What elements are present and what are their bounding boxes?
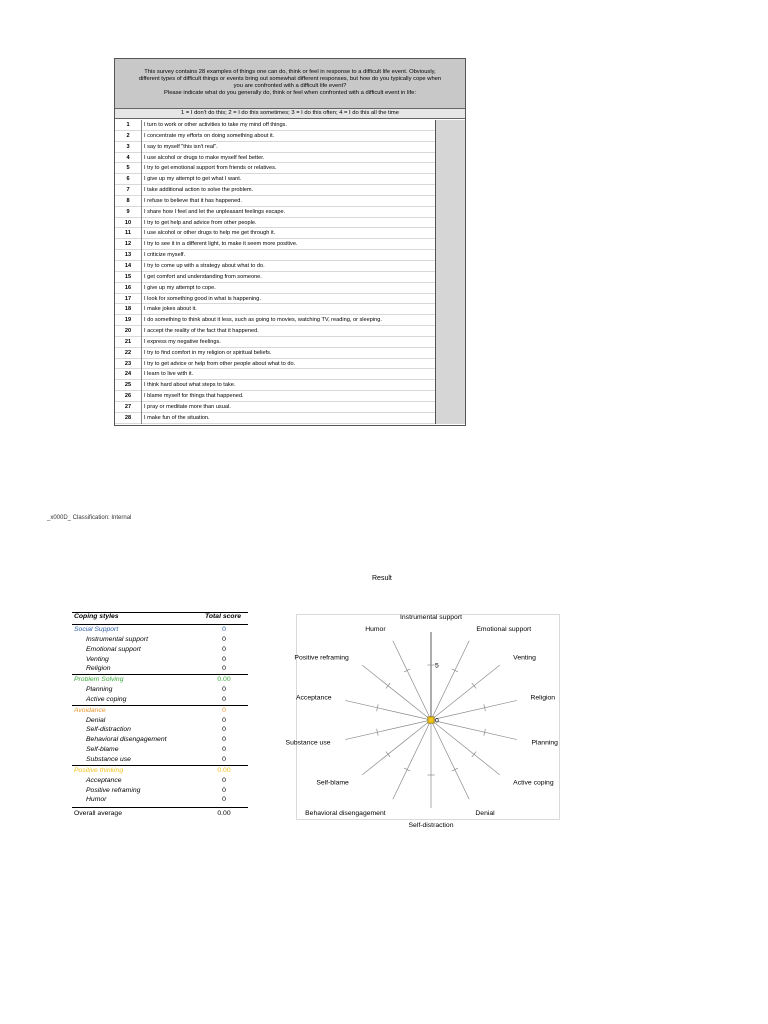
item-text: I pray or meditate more than usual.	[144, 403, 231, 410]
radar-chart-svg	[285, 614, 561, 829]
item-response-input[interactable]	[435, 131, 465, 142]
radar-axis-line	[393, 720, 431, 799]
coping-style-score: 0	[222, 695, 226, 703]
item-number: 22	[115, 348, 142, 359]
item-text: I accept the reality of the fact that it happened.	[144, 328, 259, 335]
item-number: 1	[115, 120, 142, 131]
intro-line: This survey contains 28 examples of things one can do, think or feel in response to a difficult life event. Obviously,	[144, 69, 436, 75]
item-number: 21	[115, 337, 142, 348]
coping-style-name: Self-blame	[86, 746, 119, 754]
item-text: I take additional action to solve the problem.	[144, 187, 254, 194]
survey-item-row	[115, 153, 465, 164]
item-number: 7	[115, 185, 142, 196]
item-number: 2	[115, 131, 142, 142]
item-number: 18	[115, 304, 142, 315]
coping-style-score: 0.00	[217, 676, 231, 684]
coping-style-name: Problem Solving	[74, 676, 124, 684]
coping-style-name: Venting	[86, 655, 109, 663]
item-number: 23	[115, 359, 142, 370]
survey-item-row	[115, 402, 465, 413]
coping-style-score: 0	[222, 716, 226, 724]
item-number: 25	[115, 380, 142, 391]
item-number: 17	[115, 294, 142, 305]
item-text: I criticize myself.	[144, 252, 186, 259]
survey-item-row	[115, 239, 465, 250]
survey-item-row	[115, 283, 465, 294]
survey-item-row	[115, 120, 465, 131]
subscale-row	[72, 786, 248, 796]
item-number: 9	[115, 207, 142, 218]
item-response-input[interactable]	[435, 283, 465, 294]
radar-gridline-tick	[386, 752, 390, 757]
header-coping-styles: Coping styles	[74, 613, 119, 620]
item-text: I try to see it in a different light, to make it seem more positive.	[144, 241, 298, 248]
radar-category-label: Emotional support	[476, 625, 532, 633]
item-text: I try to find comfort in my religion or spiritual beliefs.	[144, 349, 272, 356]
category-row	[72, 765, 248, 776]
survey-item-row	[115, 185, 465, 196]
radar-axis-line	[362, 665, 431, 720]
subscale-row	[72, 645, 248, 655]
survey-item-row	[115, 131, 465, 142]
coping-style-name: Social Support	[74, 626, 119, 633]
survey-item-row	[115, 369, 465, 380]
item-text: I try to get emotional support from friends or relatives.	[144, 165, 277, 172]
radar-category-label: Venting	[513, 654, 536, 662]
radar-category-label: Humor	[365, 625, 386, 633]
item-number: 3	[115, 142, 142, 153]
intro-line: Please indicate what do you generally do, think or feel when confronted with a difficult event in life:	[164, 89, 416, 96]
radar-gridline-tick	[404, 768, 410, 771]
overall-average-value: 0.00	[217, 810, 231, 818]
survey-item-row	[115, 315, 465, 326]
coping-style-name: Denial	[86, 716, 106, 724]
subscale-row	[72, 745, 248, 755]
item-text: I concentrate my efforts on doing something about it.	[144, 132, 275, 139]
subscale-row	[72, 735, 248, 745]
coping-style-score: 0	[222, 645, 226, 653]
radar-category-label: Denial	[475, 810, 495, 818]
item-number: 12	[115, 239, 142, 250]
survey-item-row	[115, 196, 465, 207]
item-response-input[interactable]	[435, 120, 465, 131]
item-number: 26	[115, 391, 142, 402]
survey-items	[115, 120, 465, 424]
radar-category-label: Active coping	[513, 779, 554, 787]
item-text: I try to get help and advice from other people.	[144, 219, 257, 226]
radar-axis-line	[345, 700, 431, 720]
item-text: I give up my attempt to cope.	[144, 284, 216, 291]
coping-style-score: 0	[222, 686, 226, 694]
coping-style-name: Planning	[86, 686, 113, 694]
category-row	[72, 625, 248, 635]
radar-category-label: Substance use	[285, 739, 331, 747]
item-text: I make fun of the situation.	[144, 414, 210, 421]
score-table-header	[72, 612, 248, 625]
item-response-input[interactable]	[435, 250, 465, 261]
subscale-row	[72, 795, 248, 805]
item-response-input[interactable]	[435, 402, 465, 413]
item-text: I learn to live with it.	[144, 371, 194, 378]
item-response-input[interactable]	[435, 272, 465, 283]
coping-style-name: Behavioral disengagement	[86, 736, 167, 744]
radar-category-label: Positive reframing	[294, 654, 349, 662]
radar-gridline-tick	[472, 752, 476, 757]
item-response-input[interactable]	[435, 294, 465, 305]
radar-tick-label: 5	[435, 662, 439, 670]
item-number: 20	[115, 326, 142, 337]
survey-item-row	[115, 337, 465, 348]
coping-style-score: 0	[222, 755, 226, 763]
intro-line: different types of difficult things or events bring out somewhat different responses, but how do you typically cope when	[138, 75, 442, 82]
item-response-input[interactable]	[435, 239, 465, 250]
coping-style-name: Self-distraction	[86, 726, 131, 734]
subscale-row	[72, 776, 248, 786]
item-text: I get comfort and understanding from someone.	[144, 273, 262, 280]
item-response-input[interactable]	[435, 337, 465, 348]
radar-gridline-tick	[404, 669, 410, 672]
item-number: 5	[115, 163, 142, 174]
overall-average-label: Overall average	[74, 810, 122, 818]
subscale-row	[72, 685, 248, 695]
subscale-row	[72, 716, 248, 726]
coping-style-score: 0.00	[217, 766, 231, 774]
radar-gridline-tick	[452, 768, 458, 771]
coping-style-name: Religion	[86, 665, 111, 673]
survey-item-row	[115, 207, 465, 218]
survey-item-row	[115, 174, 465, 185]
score-rows	[72, 625, 248, 805]
item-text: I share how I feel and let the unpleasant feelings escape.	[144, 208, 286, 215]
item-text: I think hard about what steps to take.	[144, 382, 236, 389]
radar-gridline-tick	[452, 669, 458, 672]
item-response-input[interactable]	[435, 391, 465, 402]
survey-item-row	[115, 272, 465, 283]
item-response-input[interactable]	[435, 207, 465, 218]
survey-item-row	[115, 142, 465, 153]
item-response-input[interactable]	[435, 359, 465, 370]
survey-item-row	[115, 261, 465, 272]
survey-intro	[115, 59, 465, 109]
result-title: Result	[372, 575, 392, 582]
coping-style-score: 0	[222, 626, 226, 633]
radar-axis-line	[431, 700, 517, 720]
item-response-input[interactable]	[435, 185, 465, 196]
item-text: I turn to work or other activities to take my mind off things.	[144, 122, 287, 128]
item-text: I express my negative feelings.	[144, 338, 221, 345]
item-text: I do something to think about it less, such as going to movies, watching TV, reading, or sleeping.	[144, 317, 382, 324]
radar-axis-line	[431, 717, 517, 740]
radar-axis-line	[431, 717, 469, 799]
survey-item-row	[115, 391, 465, 402]
item-number: 11	[115, 228, 142, 239]
survey-item-row	[115, 163, 465, 174]
coping-style-score: 0	[222, 786, 226, 794]
item-text: I try to come up with a strategy about what to do.	[144, 262, 265, 269]
item-response-input[interactable]	[435, 142, 465, 153]
coping-style-score: 0	[222, 726, 226, 734]
coping-style-score: 0	[222, 665, 226, 673]
coping-style-score: 0	[222, 796, 226, 804]
radar-data-point	[428, 717, 434, 723]
overall-average-row	[72, 808, 248, 820]
item-response-input[interactable]	[435, 380, 465, 391]
item-response-input[interactable]	[435, 218, 465, 229]
item-number: 4	[115, 153, 142, 164]
item-response-input[interactable]	[435, 369, 465, 380]
coping-style-name: Positive thinking	[74, 766, 124, 774]
survey-scale-legend: 1 = I don't do this; 2 = I do this sometimes; 3 = I do this often; 4 = I do this all the time	[115, 109, 465, 119]
radar-gridline-tick	[386, 683, 390, 688]
coping-style-score: 0	[222, 706, 226, 714]
radar-axis-line	[393, 641, 431, 720]
item-response-input[interactable]	[435, 228, 465, 239]
classification-label: _x000D_ Classification: Internal	[47, 515, 132, 521]
item-number: 10	[115, 218, 142, 229]
coping-style-name: Positive reframing	[86, 786, 141, 794]
radar-category-label: Self-blame	[316, 779, 349, 787]
item-text: I refuse to believe that it has happened.	[144, 197, 242, 204]
survey-item-row	[115, 326, 465, 337]
score-table	[72, 612, 248, 820]
coping-style-score: 0	[222, 746, 226, 754]
survey-item-row	[115, 250, 465, 261]
item-number: 19	[115, 315, 142, 326]
radar-gridline-tick	[472, 683, 476, 688]
item-number: 14	[115, 261, 142, 272]
survey-item-row	[115, 294, 465, 305]
radar-category-label: Behavioral disengagement	[305, 810, 386, 818]
radar-tick-label: 0	[435, 717, 439, 725]
item-number: 15	[115, 272, 142, 283]
item-response-input[interactable]	[435, 163, 465, 174]
survey-item-row	[115, 218, 465, 229]
item-response-input[interactable]	[435, 326, 465, 337]
item-text: I try to get advice or help from other people about what to do.	[144, 360, 296, 367]
item-number: 16	[115, 283, 142, 294]
coping-style-name: Active coping	[86, 695, 127, 703]
coping-style-score: 0	[222, 655, 226, 663]
subscale-row	[72, 725, 248, 735]
item-number: 13	[115, 250, 142, 261]
radar-category-label: Religion	[530, 694, 556, 702]
subscale-row	[72, 755, 248, 765]
item-response-input[interactable]	[435, 413, 465, 424]
item-response-input[interactable]	[435, 348, 465, 359]
radar-axis-line	[345, 720, 431, 740]
item-response-input[interactable]	[435, 174, 465, 185]
radar-axis-line	[431, 641, 469, 720]
intro-line: you are confronted with a difficult life event?	[233, 82, 347, 89]
coping-style-name: Instrumental support	[86, 635, 148, 643]
coping-style-score: 0	[222, 635, 226, 643]
item-number: 6	[115, 174, 142, 185]
item-response-input[interactable]	[435, 315, 465, 326]
survey-item-row	[115, 359, 465, 370]
item-text: I blame myself for things that happened.	[144, 393, 244, 400]
radar-axis-line	[431, 662, 500, 720]
item-number: 28	[115, 413, 142, 424]
survey-form	[114, 58, 466, 426]
survey-item-row	[115, 228, 465, 239]
radar-axis-line	[431, 717, 500, 775]
coping-style-name: Acceptance	[86, 776, 122, 784]
survey-item-row	[115, 413, 465, 424]
subscale-row	[72, 695, 248, 705]
radar-category-label: Planning	[531, 739, 558, 747]
item-text: I give up my attempt to get what I want.	[144, 176, 242, 183]
subscale-row	[72, 635, 248, 645]
survey-item-row	[115, 380, 465, 391]
coping-style-score: 0	[222, 736, 226, 744]
item-response-input[interactable]	[435, 153, 465, 164]
category-row	[72, 705, 248, 716]
item-number: 8	[115, 196, 142, 207]
item-response-input[interactable]	[435, 304, 465, 315]
coping-style-name: Humor	[86, 796, 107, 804]
radar-axis-line	[362, 720, 431, 775]
subscale-row	[72, 664, 248, 674]
item-text: I say to myself "this isn't real".	[144, 143, 218, 150]
item-text: I use alcohol or drugs to make myself feel better.	[144, 154, 265, 161]
survey-item-row	[115, 304, 465, 315]
subscale-row	[72, 655, 248, 665]
radar-category-label: Acceptance	[295, 694, 332, 702]
radar-chart	[285, 614, 560, 829]
item-number: 27	[115, 402, 142, 413]
radar-category-label: Instrumental support	[400, 614, 462, 621]
header-total-score: Total score	[204, 613, 241, 620]
survey-item-row	[115, 348, 465, 359]
item-response-input[interactable]	[435, 261, 465, 272]
coping-style-name: Substance use	[86, 755, 131, 763]
item-text: I use alcohol or other drugs to help me get through it.	[144, 230, 276, 237]
radar-category-label: Self-distraction	[408, 822, 454, 829]
coping-style-score: 0	[222, 776, 226, 784]
coping-style-name: Avoidance	[74, 706, 106, 714]
item-response-input[interactable]	[435, 196, 465, 207]
item-text: I look for something good in what is happening.	[144, 295, 261, 302]
item-number: 24	[115, 369, 142, 380]
item-text: I make jokes about it.	[144, 306, 197, 313]
coping-style-name: Emotional support	[86, 645, 141, 653]
category-row	[72, 674, 248, 685]
